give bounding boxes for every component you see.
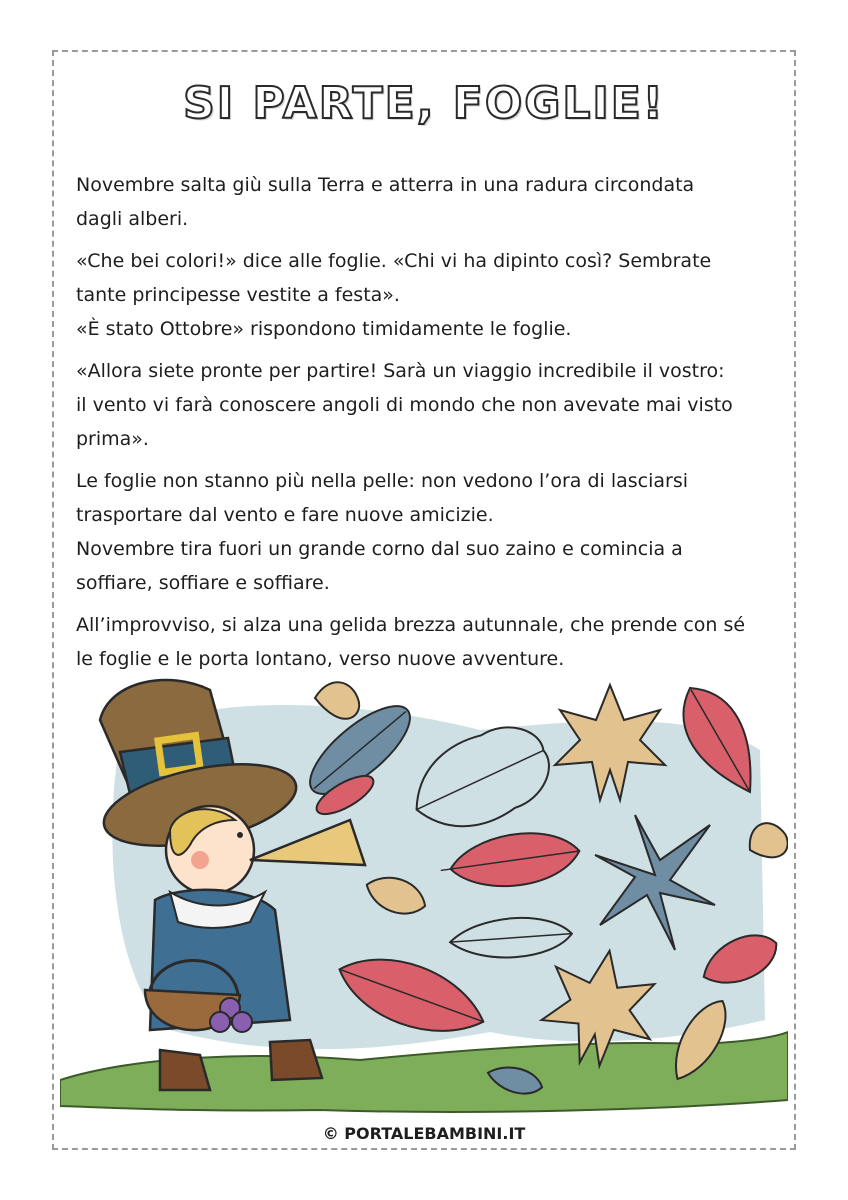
text-line: Le foglie non stanno più nella pelle: non vedono l’ora di lasciarsi xyxy=(76,470,689,492)
text-line: «Che bei colori!» dice alle foglie. «Chi vi ha dipinto così? Sembrate xyxy=(76,250,712,272)
paragraph xyxy=(76,354,776,456)
text-line: «Allora siete pronte per partire! Sarà un viaggio incredibile il vostro: xyxy=(76,360,725,382)
cheek xyxy=(191,851,209,869)
page-title: SI PARTE, FOGLIE! xyxy=(183,78,665,129)
text-line: il vento vi farà conoscere angoli di mondo che non avevate mai visto xyxy=(76,394,733,416)
text-line: Novembre salta giù sulla Terra e atterra in una radura circondata xyxy=(76,174,695,196)
copyright-credit: © PORTALEBAMBINI.IT xyxy=(322,1124,526,1143)
pilgrim-leaves-illustration xyxy=(60,660,788,1130)
text-line: soffiare, soffiare e soffiare. xyxy=(76,572,330,594)
text-line: trasportare dal vento e fare nuove amicizie. xyxy=(76,504,494,526)
text-line: le foglie e le porta lontano, verso nuove avventure. xyxy=(76,648,565,670)
text-line: All’improvviso, si alza una gelida brezza autunnale, che prende con sé xyxy=(76,614,746,636)
text-line: prima». xyxy=(76,428,149,450)
paragraph xyxy=(76,168,776,236)
text-line: dagli alberi. xyxy=(76,208,189,230)
text-line: «È stato Ottobre» rispondono timidamente le foglie. xyxy=(76,318,572,340)
paragraph xyxy=(76,464,776,600)
text-line: Novembre tira fuori un grande corno dal suo zaino e comincia a xyxy=(76,538,683,560)
text-line: tante principesse vestite a festa». xyxy=(76,284,400,306)
shoe-left xyxy=(160,1050,210,1090)
paragraph xyxy=(76,244,776,346)
story-text xyxy=(76,168,776,684)
